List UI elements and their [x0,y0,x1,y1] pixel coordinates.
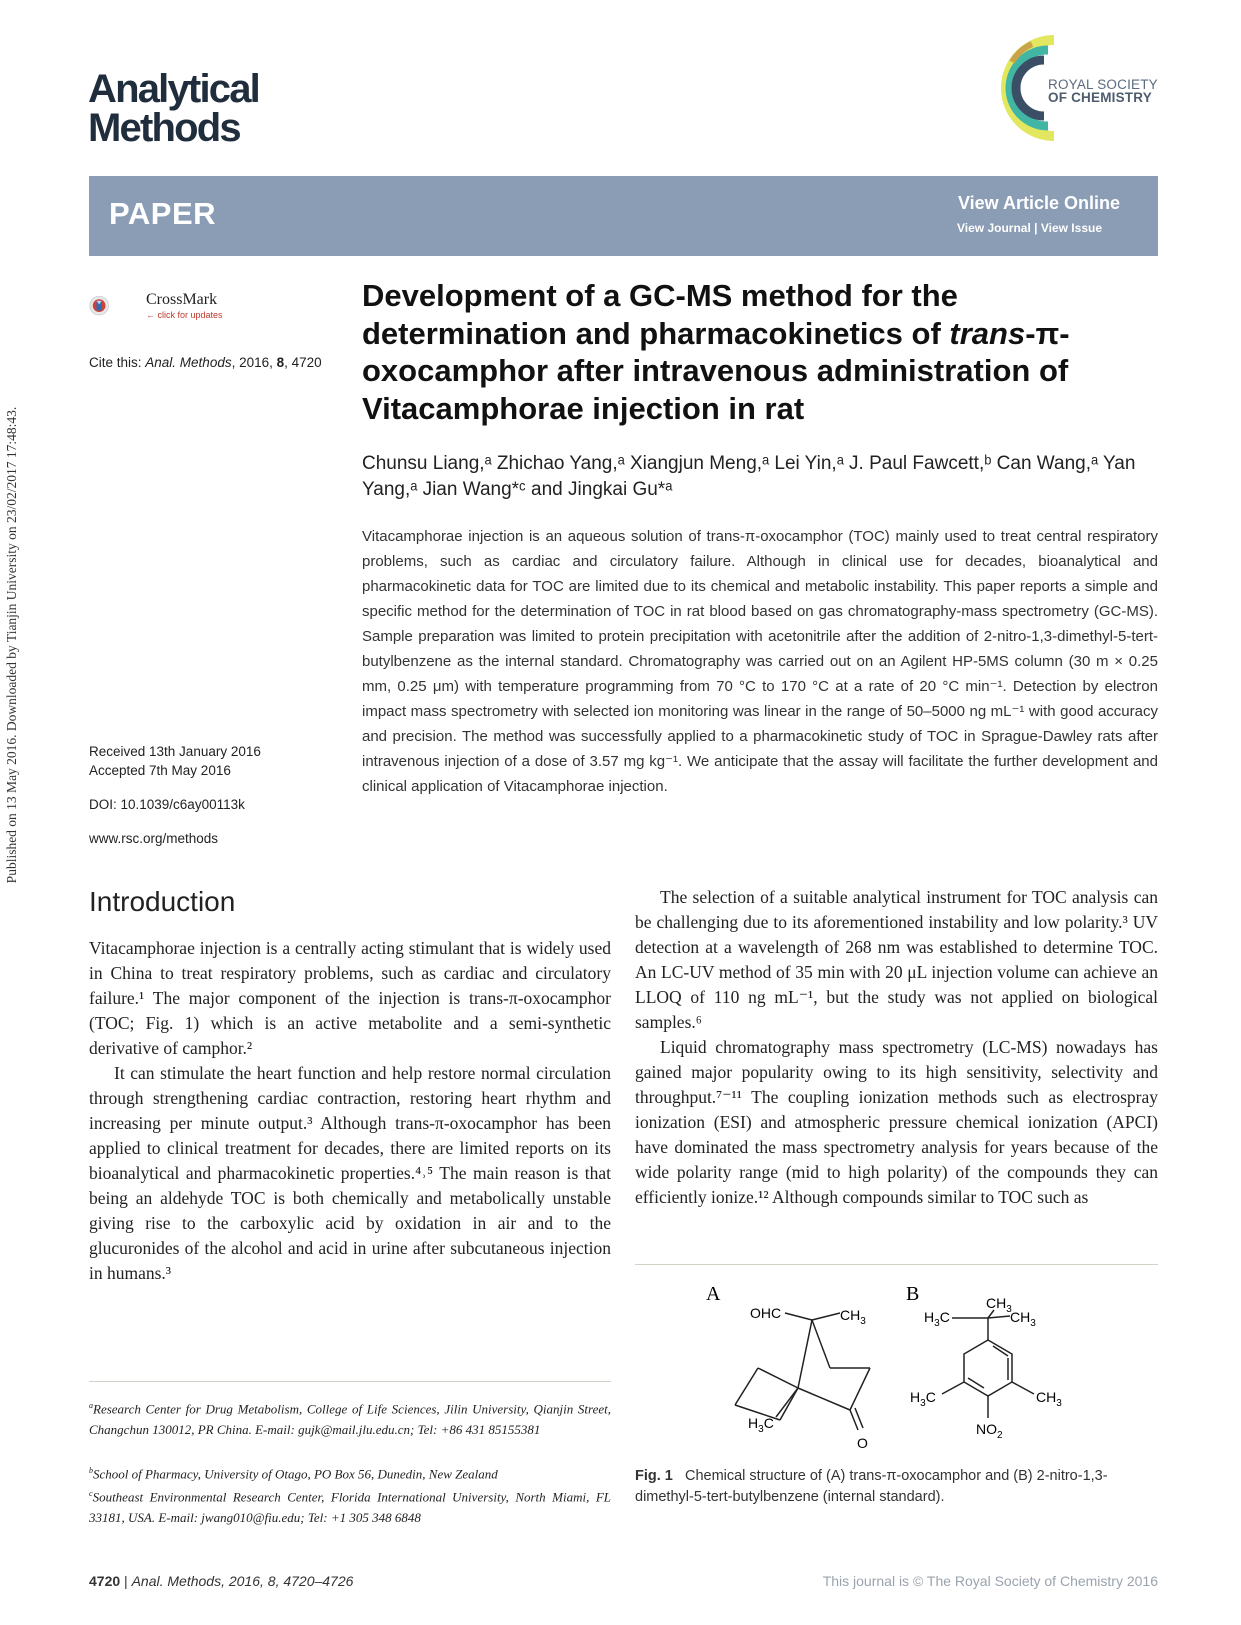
crossmark-sub-text: click for updates [157,310,223,320]
label-ch3-b-right-top [1010,1309,1036,1329]
rsc-wordmark-line1: ROYAL SOCIETY [1048,77,1158,92]
author-list: Chunsu Liang,ᵃ Zhichao Yang,ᵃ Xiangjun Meng,ᵃ Lei Yin,ᵃ J. Paul Fawcett,ᵇ Can Wang,ᵃ Yan Yang,ᵃ Jian Wang*ᶜ and Jingkai Gu*ᵃ [362,453,1136,500]
footnote-a-text: Research Center for Drug Metabolism, College of Life Sciences, Jilin University, Qianjin Street, Changchun 130012, PR China. E-mail: gujk@mail.jlu.edu.cn; Tel: +86 431 85155381 [89,1401,611,1438]
intro-paragraph-3 [635,885,1158,1035]
page-footer-left [89,1573,353,1589]
chemical-structure-figure [690,1280,1160,1460]
footnote-c-text: Southeast Environmental Research Center, Florida International University, North Miami, FL 33181, USA. E-mail: jwang010@fiu.edu; Tel: +1 305 348 6848 [89,1489,611,1526]
label-no2 [976,1421,1003,1441]
figure-label-a: A [706,1283,721,1305]
abstract: Vitacamphorae injection is an aqueous solution of trans-π-oxocamphor (TOC) mainly used to treat central respiratory problems, such as cardiac and circulatory failure. Although in clinical use for decades, bioanalytical and pharmacokinetic data for TOC are limited due to its chemical and metabolic instability. This paper reports a simple and specific method for the determination of TOC in rat blood based on gas chromatography-mass spectrometry (GC-MS). Sample preparation was limited to protein precipitation with acetonitrile after the addition of 2-nitro-1,3-dimethyl-5-tert-butylbenzene as the internal standard. Chromatography was carried out on an Agilent HP-5MS column (30 m × 0.25 mm, 0.25 μm) with temperature programming from 70 °C to 170 °C at a rate of 20 °C min⁻¹. Detection by electron impact mass spectrometry with selected ion monitoring was linear in the range of 50–5000 ng mL⁻¹ with good accuracy and precision. The method was successfully applied to a pharmacokinetic study of TOC in Sprague-Dawley rats after intravenous injection of a dose of 3.57 mg kg⁻¹. We anticipate that the assay will facilitate the further development and clinical application of Vitacamphorae injection. [362,528,1158,795]
label-ch3-a-top-sub: 3 [860,1316,866,1327]
label-ch3-b-top [986,1295,1012,1315]
figure-caption [635,1466,1158,1508]
journal-title-line1: Analytical [88,67,259,111]
label-ch3-a-top [840,1307,866,1327]
intro-paragraph-2 [89,1061,611,1286]
crossmark-icon[interactable] [89,278,149,334]
label-h3c-b-left-c: C [925,1389,936,1405]
article-type: PAPER [109,196,217,231]
label-h3c-a-h: H [748,1415,759,1431]
cite-journal: Anal. Methods [145,355,232,370]
view-issue-link[interactable]: View Issue [1040,221,1102,235]
crossmark-sub[interactable] [146,310,223,320]
intro-paragraph-1 [89,936,611,1061]
journal-title-line2: Methods [88,106,240,150]
figure-divider [635,1264,1158,1265]
label-ch3-b-top-main: CH [986,1295,1007,1311]
download-note [2,365,22,925]
label-h3c-a-sub: 3 [758,1424,764,1435]
figure-caption-label: Fig. 1 [635,1468,673,1484]
footnote-b-mark: b [89,1466,93,1475]
footer-separator: | [120,1573,132,1589]
label-h3c-b-left [910,1389,936,1409]
cite-page: , 4720 [284,355,322,370]
download-note-text: Published on 13 May 2016. Downloaded by Tianjin University on 23/02/2017 17:48:43. [4,406,19,884]
page-number: 4720 [89,1573,121,1589]
accepted-date: Accepted 7th May 2016 [89,763,231,778]
footnote-b [89,1460,611,1484]
label-ch3-b-right-main: CH [1036,1389,1057,1405]
label-h3c-b-top-sub: 3 [934,1318,940,1329]
label-ch3-a-top-main: CH [840,1307,861,1323]
arrow-left-icon: ← [146,310,158,320]
received-date: Received 13th January 2016 [89,744,261,759]
copyright-notice: This journal is © The Royal Society of Chemistry 2016 [822,1573,1158,1589]
banner-link-separator: | [1030,221,1041,235]
intro-p3-text: The selection of a suitable analytical instrument for TOC analysis can be challenging due to its aforementioned instability and low polarity.³ UV detection at a wavelength of 268 nm was established to determine TOC. An LC-UV method of 35 min with 20 μL injection volume can achieve an LLOQ of 110 ng mL⁻¹, but the study was not applied on biological samples.⁶ [635,887,1158,1032]
intro-paragraph-4 [635,1035,1158,1210]
label-h3c-a [748,1415,774,1435]
view-journal-link[interactable]: View Journal [957,221,1031,235]
footnote-a [89,1395,611,1440]
label-ch3-b-right-top-sub: 3 [1030,1318,1036,1329]
journal-url[interactable]: www.rsc.org/methods [89,831,219,846]
banner-links [957,221,1102,235]
view-article-online-link[interactable]: View Article Online [957,193,1120,213]
section-heading: Introduction [89,886,236,917]
footnote-a-mark: a [89,1401,93,1410]
rsc-wordmark [1048,78,1158,104]
label-h3c-a-c: C [763,1415,774,1431]
label-h3c-b-top [924,1309,950,1329]
label-ch3-b-right-top-main: CH [1010,1309,1031,1325]
cite-year: , 2016, [231,355,277,370]
article-type-banner [89,176,1158,256]
label-ch3-b-top-sub: 3 [1006,1304,1012,1315]
figure-label-b: B [906,1283,920,1305]
label-h3c-b-top-c: C [939,1309,950,1325]
doi[interactable]: DOI: 10.1039/c6ay00113k [89,797,245,812]
crossmark-label[interactable]: CrossMark [146,291,218,308]
intro-p2-text: It can stimulate the heart function and help restore normal circulation through strengthening cardiac contraction, restoring heart rhythm and increasing per minute output.³ Although trans-π-oxocamphor has been applied to clinical treatment for decades, there are limited reports on its bioanalytical and pharmacokinetic properties.⁴˒⁵ The main reason is that being an aldehyde TOC is both chemically and metabolically unstable giving rise to the carboxylic acid by oxidation in air and to the glucuronides of the alcohol and acid in urine after subcutaneous injection in humans.³ [89,1063,611,1283]
title-part1: Development of a GC-MS method for the determination and pharmacokinetics of [362,278,958,351]
label-no2-sub: 2 [997,1430,1003,1441]
cite-volume: 8 [276,355,285,370]
footnote-b-text: School of Pharmacy, University of Otago, PO Box 56, Dunedin, New Zealand [93,1466,498,1482]
label-ch3-b-right [1036,1389,1062,1409]
journal-title[interactable] [88,67,259,150]
footer-citation: Anal. Methods, 2016, 8, 4720–4726 [131,1573,354,1589]
label-ch3-b-right-sub: 3 [1056,1398,1062,1409]
figure-caption-text: Chemical structure of (A) trans-π-oxocamphor and (B) 2-nitro-1,3-dimethyl-5-tert-butylbenzene (internal standard). [635,1468,1108,1505]
rsc-wordmark-line2: OF CHEMISTRY [1048,90,1152,105]
intro-p1-text: Vitacamphorae injection is a centrally acting stimulant that is widely used in China to treat respiratory problems, such as cardiac and circulatory failure.¹ The major component of the injection is trans-π-oxocamphor (TOC; Fig. 1) which is an active metabolite and a semi-synthetic derivative of camphor.² [89,938,611,1058]
footnote-divider [89,1381,611,1382]
label-h3c-b-left-sub: 3 [920,1398,926,1409]
citation-line [89,355,322,370]
label-h3c-b-left-h: H [910,1389,921,1405]
label-no2-main: NO [976,1421,997,1437]
intro-p4-text: Liquid chromatography mass spectrometry (LC-MS) nowadays has gained major popularity owing to its high sensitivity, selectivity and throughput.⁷⁻¹¹ The coupling ionization methods such as electrospray ionization (ESI) and atmospheric pressure chemical ionization (APCI) have dominated the mass spectrometry analysis for years because of the wide polarity range (mid to high polarity) of the compounds they can efficiently ionize.¹² Although compounds similar to TOC such as [635,1037,1158,1207]
label-ohc: OHC [750,1305,782,1321]
footnote-c [89,1483,611,1528]
label-o: O [857,1435,868,1451]
rsc-ring-inner [1016,60,1044,116]
label-h3c-b-top-h: H [924,1309,935,1325]
title-part2: -π-oxocamphor after intravenous administration of Vitacamphorae injection in rat [362,315,1070,426]
footnote-c-mark: c [89,1489,93,1498]
cite-prefix: Cite this: [89,355,146,370]
article-title [362,277,1162,427]
title-italic: trans [949,315,1026,351]
